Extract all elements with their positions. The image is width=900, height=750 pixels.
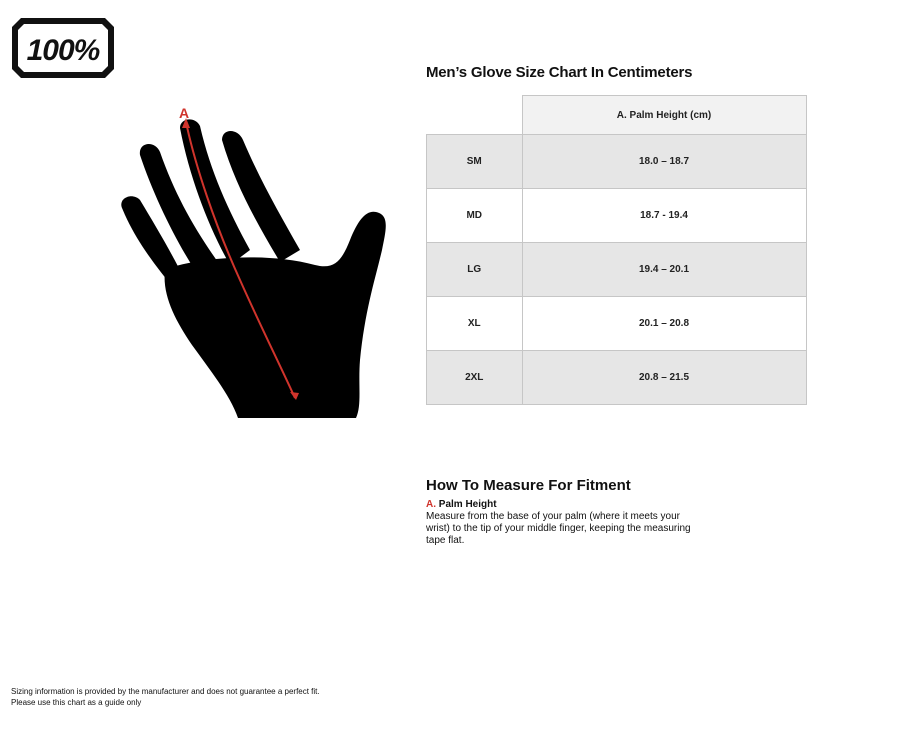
size-label: 2XL: [427, 351, 523, 405]
size-value: 20.1 – 20.8: [522, 297, 806, 351]
palm-height-column-header: A. Palm Height (cm): [522, 96, 806, 135]
size-value: 18.7 - 19.4: [522, 189, 806, 243]
brand-logo: [11, 15, 115, 81]
measure-section-title: How To Measure For Fitment: [426, 477, 631, 494]
size-label: XL: [427, 297, 523, 351]
disclaimer: [11, 686, 351, 708]
hand-illustration: [110, 100, 400, 425]
size-table: [426, 95, 807, 405]
table-row: [427, 297, 807, 351]
measure-description: Measure from the base of your palm (where it meets your wrist) to the tip of your middle finger, keeping the measuring tape flat.: [426, 511, 691, 546]
table-row: [427, 135, 807, 189]
table-row: [427, 243, 807, 297]
disclaimer-line-1: Sizing information is provided by the manufacturer and does not guarantee a perfect fit.: [11, 687, 320, 696]
size-value: 20.8 – 21.5: [522, 351, 806, 405]
table-row: [427, 189, 807, 243]
size-value: 19.4 – 20.1: [522, 243, 806, 297]
chart-title: Men’s Glove Size Chart In Centimeters: [426, 64, 693, 81]
disclaimer-line-2: Please use this chart as a guide only: [11, 698, 142, 707]
measure-heading: [426, 499, 696, 511]
measure-label: Palm Height: [438, 499, 497, 510]
table-header-row: [427, 96, 807, 135]
size-label: LG: [427, 243, 523, 297]
size-label: MD: [427, 189, 523, 243]
table-corner-cell: [427, 96, 523, 135]
measure-instructions: [426, 499, 696, 547]
size-label: SM: [427, 135, 523, 189]
measure-letter: A.: [426, 499, 436, 510]
measure-marker-a: A: [178, 105, 190, 121]
logo-text: 100%: [26, 34, 100, 67]
table-row: [427, 351, 807, 405]
size-value: 18.0 – 18.7: [522, 135, 806, 189]
